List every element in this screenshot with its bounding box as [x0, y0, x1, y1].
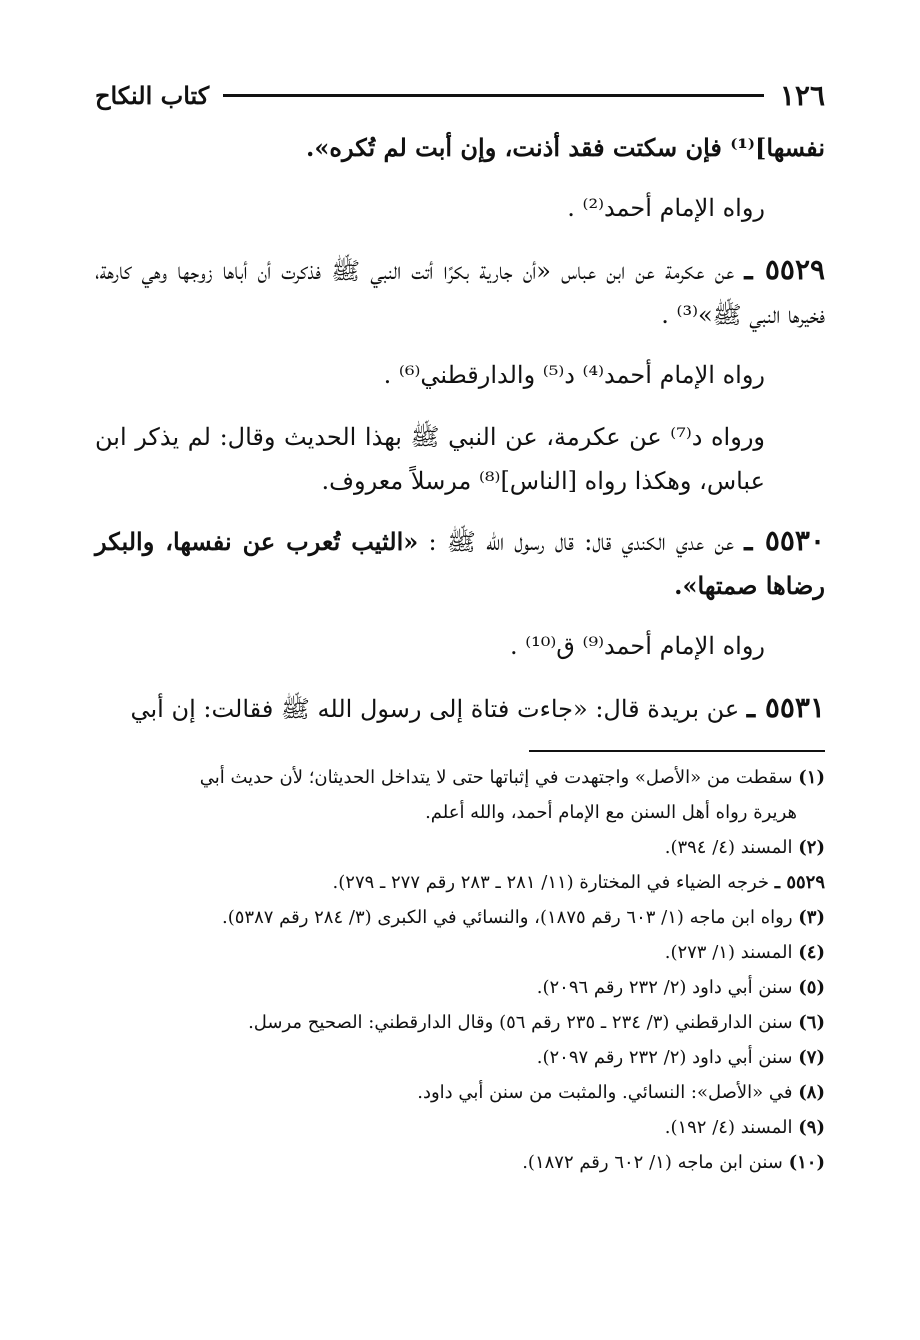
hadith-number: ٥٥٣١ ـ	[746, 691, 825, 724]
paragraph-continuation: نفسها]⁽¹⁾ فإن سكتت فقد أذنت، وإن أبت لم تُكره».	[306, 133, 825, 162]
hadith-5531	[95, 686, 825, 731]
header-rule	[223, 94, 764, 97]
footnote: (١) سقطت من «الأصل» واجتهدت في إثباتها حتى لا يتداخل الحديثان؛ لأن حديث أبي	[199, 767, 825, 788]
footnote: (٧) سنن أبي داود (٢/ ٢٣٢ رقم ٢٠٩٧).	[536, 1047, 825, 1068]
page-number: ١٢٦	[779, 78, 825, 112]
footnote: (٩) المسند (٤/ ١٩٢).	[664, 1117, 825, 1138]
hadith-number: ٥٥٣٠ ـ	[744, 524, 825, 557]
narration-line: رواه الإمام أحمد⁽⁹⁾ ق⁽¹⁰⁾ .	[509, 632, 765, 660]
book-page	[95, 70, 825, 1290]
hadith-number: ٥٥٢٩ ـ	[744, 253, 826, 286]
narration-paragraph: ورواه د⁽⁷⁾ عن عكرمة، عن النبي ﷺ بهذا الحديث وقال: لم يذكر ابن عباس، وهكذا رواه [الناس]⁽⁸⁾ مرسلاً معروف.	[95, 423, 765, 495]
hadith-matn: «الثيب تُعرب عن نفسها، والبكر رضاها صمتها».	[95, 527, 825, 600]
book-title: كتاب النكاح	[95, 80, 210, 110]
page-header	[95, 70, 825, 120]
footnotes	[95, 760, 825, 1180]
narration-line: رواه الإمام أحمد⁽⁴⁾ د⁽⁵⁾ والدارقطني⁽⁶⁾ .	[383, 361, 765, 389]
footnote-rule	[529, 750, 825, 752]
hadith-5530	[95, 519, 825, 608]
hadith-intro: عن عدي الكندي قال: قال رسول الله ﷺ :	[428, 528, 735, 556]
footnote: (٨) في «الأصل»: النسائي. والمثبت من سنن أبي داود.	[417, 1082, 825, 1103]
footnote: (٢) المسند (٤/ ٣٩٤).	[664, 837, 825, 858]
hadith-5529	[95, 248, 825, 337]
footnote: (٥) سنن أبي داود (٢/ ٢٣٢ رقم ٢٠٩٦).	[536, 977, 825, 998]
main-text	[95, 126, 825, 731]
footnote: (١٠) سنن ابن ماجه (١/ ٦٠٢ رقم ١٨٧٢).	[522, 1152, 825, 1173]
footnote-continuation: هريرة رواه أهل السنن مع الإمام أحمد، والله أعلم.	[425, 802, 797, 823]
footnote: (٤) المسند (١/ ٢٧٣).	[664, 942, 825, 963]
footnote: (٦) سنن الدارقطني (٣/ ٢٣٤ ـ ٢٣٥ رقم ٥٦) وقال الدارقطني: الصحيح مرسل.	[248, 1012, 825, 1033]
hadith-text: عن بريدة قال: «جاءت فتاة إلى رسول الله ﷺ فقالت: إن أبي	[130, 695, 740, 723]
hadith-text: عن عكرمة عن ابن عباس «أن جارية بكرًا أتت النبي ﷺ فذكرت أن أباها زوجها وهي كارهة، فخيرها النبي ﷺ»⁽³⁾ .	[95, 257, 825, 329]
footnote: ٥٥٢٩ ـ خرجه الضياء في المختارة (١١/ ٢٨١ ـ ٢٨٣ رقم ٢٧٧ ـ ٢٧٩).	[332, 872, 825, 893]
narration-line: رواه الإمام أحمد⁽²⁾ .	[567, 194, 765, 222]
footnote: (٣) رواه ابن ماجه (١/ ٦٠٣ رقم ١٨٧٥)، والنسائي في الكبرى (٣/ ٢٨٤ رقم ٥٣٨٧).	[221, 907, 825, 928]
